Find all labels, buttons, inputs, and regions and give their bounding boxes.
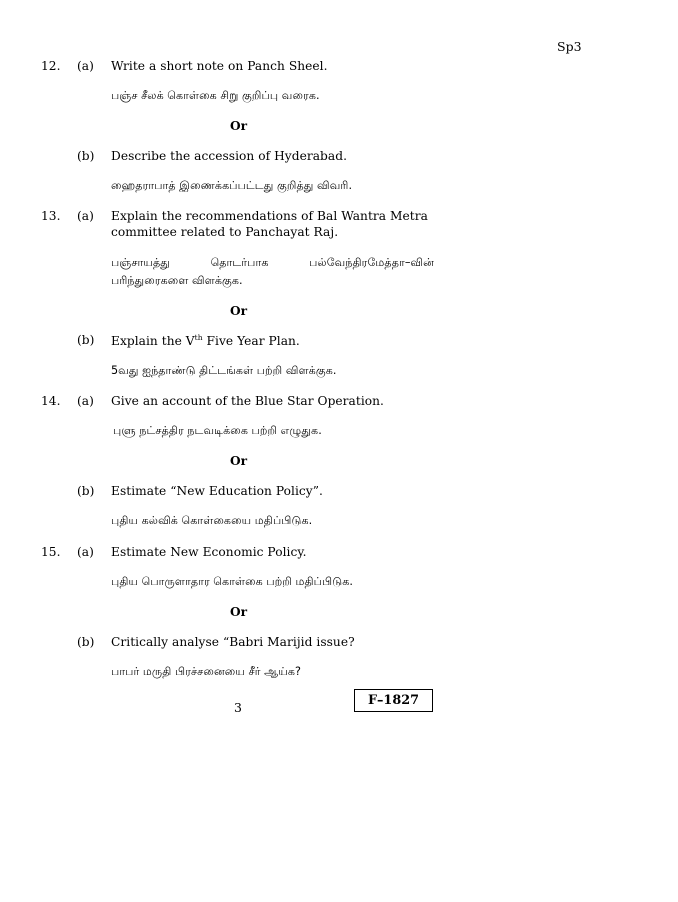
- part-label: (a): [77, 545, 94, 559]
- ta-word: பல்வேந்திரமேத்தா–வின்: [309, 256, 434, 269]
- question-text-en: [111, 333, 300, 348]
- part-label: (a): [77, 59, 94, 73]
- or-separator: Or: [230, 454, 248, 468]
- question-text-en: committee related to Panchayat Raj.: [111, 225, 339, 239]
- question-text-ta: 5வது ஐந்தாண்டு திட்டங்கள் பற்றி விளக்குக.: [111, 364, 337, 377]
- question-text-ta: புதிய கல்விக் கொள்கையை மதிப்பிடுக.: [111, 514, 313, 527]
- question-text-en: Estimate “New Education Policy”.: [111, 484, 323, 498]
- superscript: th: [194, 333, 203, 342]
- question-number: 12.: [41, 59, 61, 73]
- part-label: (b): [77, 333, 95, 347]
- question-text-ta: புதிய பொருளாதார கொள்கை பற்றி மதிப்பிடுக.: [111, 575, 353, 588]
- question-text-ta: பரிந்துரைகளை விளக்குக.: [111, 274, 243, 287]
- part-label: (b): [77, 484, 95, 498]
- ta-word: பஞ்சாயத்து: [111, 256, 170, 269]
- question-text-ta: புளு நட்சத்திர நடவடிக்கை பற்றி எழுதுக.: [113, 424, 322, 437]
- question-text-ta: பாபர் மருதி பிரச்சனையை சீர் ஆய்க?: [111, 665, 301, 678]
- or-separator: Or: [230, 304, 248, 318]
- paper-code: F–1827: [367, 693, 420, 708]
- question-text-en: Estimate New Economic Policy.: [111, 545, 307, 559]
- question-text-en: Critically analyse “Babri Marijid issue?: [111, 635, 355, 649]
- part-label: (b): [77, 635, 95, 649]
- question-text-ta: ஹைதராபாத் இணைக்கப்பட்டது குறித்து விவரி.: [111, 179, 353, 192]
- paper-code-box: [354, 689, 433, 712]
- question-number: 14.: [41, 394, 61, 408]
- question-text-ta: [111, 256, 434, 271]
- question-text-en: Write a short note on Panch Sheel.: [111, 59, 328, 73]
- ta-word: தொடர்பாக: [210, 256, 269, 269]
- question-text-en: Explain the recommendations of Bal Wantra Metra: [111, 209, 428, 223]
- text-segment: Explain the V: [111, 334, 195, 348]
- text-segment: Five Year Plan.: [202, 334, 300, 348]
- part-label: (b): [77, 149, 95, 163]
- part-label: (a): [77, 209, 94, 223]
- question-text-en: Describe the accession of Hyderabad.: [111, 149, 347, 163]
- question-number: 15.: [41, 545, 61, 559]
- page-header-code: Sp3: [557, 39, 582, 54]
- part-label: (a): [77, 394, 94, 408]
- or-separator: Or: [230, 119, 248, 133]
- question-text-en: Give an account of the Blue Star Operation.: [111, 394, 384, 408]
- question-text-ta: பஞ்ச சீலக் கொள்கை சிறு குறிப்பு வரைக.: [111, 89, 320, 102]
- page-number: 3: [234, 700, 242, 715]
- question-number: 13.: [41, 209, 61, 223]
- or-separator: Or: [230, 605, 248, 619]
